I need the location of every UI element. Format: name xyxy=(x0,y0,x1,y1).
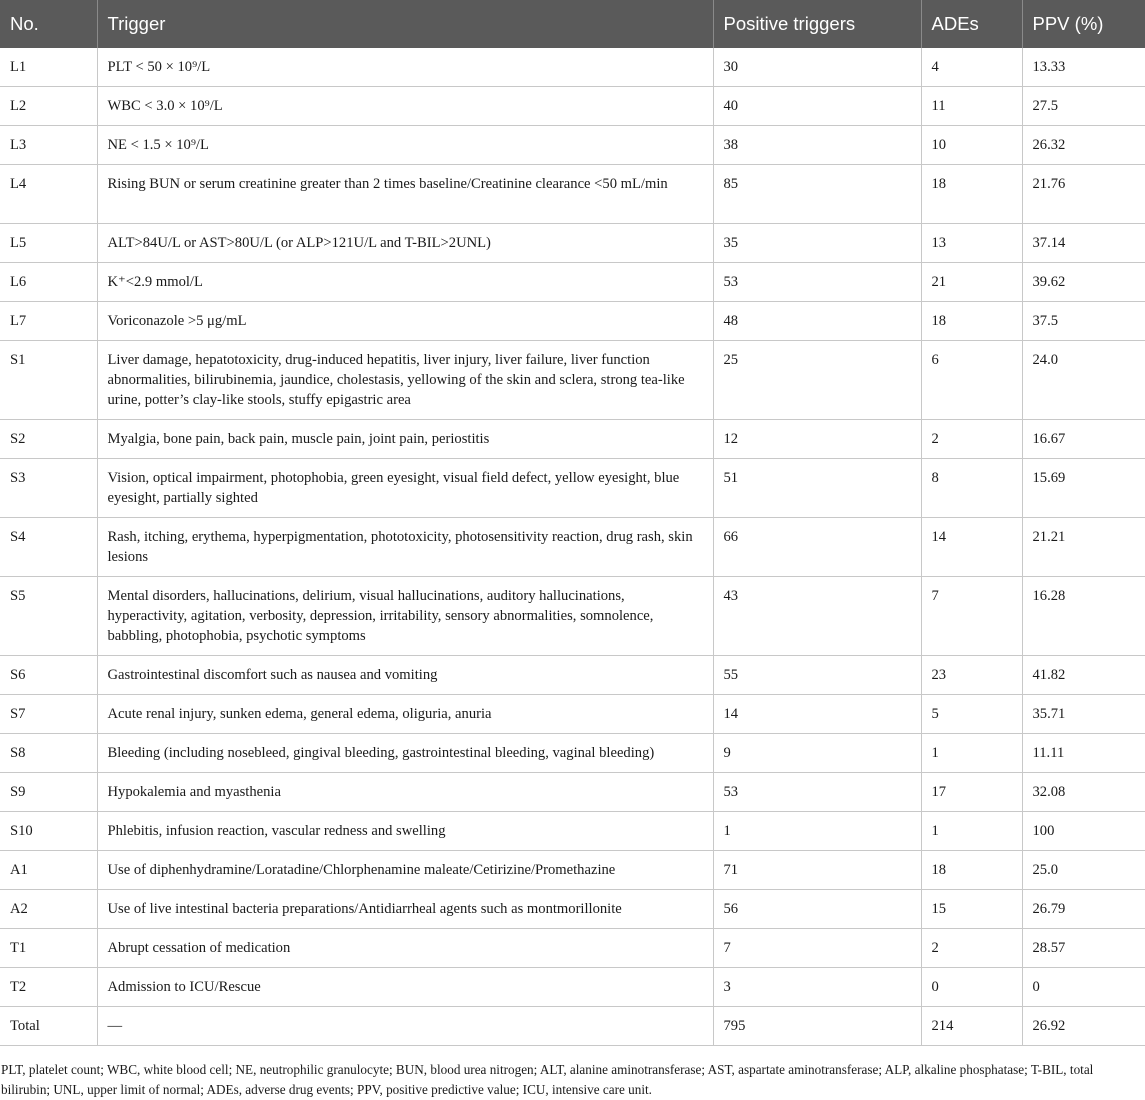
ades-count: 1 xyxy=(921,734,1022,773)
row-number: S8 xyxy=(0,734,97,773)
total-row xyxy=(0,1007,1145,1046)
positive-triggers-count: 53 xyxy=(713,773,921,812)
row-number: L1 xyxy=(0,48,97,87)
ades-count: 21 xyxy=(921,263,1022,302)
positive-triggers-count: 66 xyxy=(713,518,921,577)
trigger-description: Admission to ICU/Rescue xyxy=(97,968,713,1007)
ades-count: 5 xyxy=(921,695,1022,734)
trigger-description: WBC < 3.0 × 10⁹/L xyxy=(97,87,713,126)
table-row xyxy=(0,263,1145,302)
table-row xyxy=(0,224,1145,263)
ades-count: 6 xyxy=(921,341,1022,420)
header-trigger: Trigger xyxy=(97,0,713,48)
ppv-value: 15.69 xyxy=(1022,459,1145,518)
ades-count: 2 xyxy=(921,929,1022,968)
row-number: L2 xyxy=(0,87,97,126)
ades-count: 4 xyxy=(921,48,1022,87)
table-row xyxy=(0,420,1145,459)
trigger-description: Abrupt cessation of medication xyxy=(97,929,713,968)
row-number: A2 xyxy=(0,890,97,929)
ppv-value: 26.79 xyxy=(1022,890,1145,929)
table-row xyxy=(0,341,1145,420)
ppv-value: 24.0 xyxy=(1022,341,1145,420)
ppv-value: 37.5 xyxy=(1022,302,1145,341)
ppv-value: 16.28 xyxy=(1022,577,1145,656)
positive-triggers-count: 1 xyxy=(713,812,921,851)
ades-count: 1 xyxy=(921,812,1022,851)
table-row xyxy=(0,851,1145,890)
positive-triggers-count: 55 xyxy=(713,656,921,695)
row-number: S4 xyxy=(0,518,97,577)
header-row xyxy=(0,0,1145,48)
ades-count: 8 xyxy=(921,459,1022,518)
positive-triggers-count: 38 xyxy=(713,126,921,165)
trigger-description: ALT>84U/L or AST>80U/L (or ALP>121U/L and T-BIL>2UNL) xyxy=(97,224,713,263)
ppv-value: 26.92 xyxy=(1022,1007,1145,1046)
trigger-description: Vision, optical impairment, photophobia, green eyesight, visual field defect, yellow eyesight, blue eyesight, partially sighted xyxy=(97,459,713,518)
trigger-description: PLT < 50 × 10⁹/L xyxy=(97,48,713,87)
table-row xyxy=(0,929,1145,968)
row-number: S1 xyxy=(0,341,97,420)
ppv-value: 16.67 xyxy=(1022,420,1145,459)
ades-count: 14 xyxy=(921,518,1022,577)
ades-count: 2 xyxy=(921,420,1022,459)
table-row xyxy=(0,577,1145,656)
table-row xyxy=(0,773,1145,812)
trigger-description: Acute renal injury, sunken edema, general edema, oliguria, anuria xyxy=(97,695,713,734)
ppv-value: 26.32 xyxy=(1022,126,1145,165)
table-row xyxy=(0,968,1145,1007)
trigger-description: NE < 1.5 × 10⁹/L xyxy=(97,126,713,165)
positive-triggers-count: 51 xyxy=(713,459,921,518)
ades-count: 13 xyxy=(921,224,1022,263)
ades-count: 17 xyxy=(921,773,1022,812)
table-row xyxy=(0,656,1145,695)
positive-triggers-count: 14 xyxy=(713,695,921,734)
positive-triggers-count: 795 xyxy=(713,1007,921,1046)
ppv-value: 27.5 xyxy=(1022,87,1145,126)
ppv-value: 0 xyxy=(1022,968,1145,1007)
row-number: L4 xyxy=(0,165,97,224)
header-no: No. xyxy=(10,13,39,34)
trigger-description: Myalgia, bone pain, back pain, muscle pain, joint pain, periostitis xyxy=(97,420,713,459)
trigger-description: Voriconazole >5 μg/mL xyxy=(97,302,713,341)
trigger-description: — xyxy=(97,1007,713,1046)
positive-triggers-count: 30 xyxy=(713,48,921,87)
positive-triggers-count: 43 xyxy=(713,577,921,656)
positive-triggers-count: 3 xyxy=(713,968,921,1007)
ades-count: 18 xyxy=(921,851,1022,890)
positive-triggers-count: 25 xyxy=(713,341,921,420)
row-number: S9 xyxy=(0,773,97,812)
ppv-value: 25.0 xyxy=(1022,851,1145,890)
trigger-description: Phlebitis, infusion reaction, vascular redness and swelling xyxy=(97,812,713,851)
ppv-value: 11.11 xyxy=(1022,734,1145,773)
trigger-description: K⁺<2.9 mmol/L xyxy=(97,263,713,302)
row-number: S5 xyxy=(0,577,97,656)
positive-triggers-count: 12 xyxy=(713,420,921,459)
ppv-value: 37.14 xyxy=(1022,224,1145,263)
positive-triggers-count: 35 xyxy=(713,224,921,263)
row-number: S2 xyxy=(0,420,97,459)
row-number: S10 xyxy=(0,812,97,851)
table-row xyxy=(0,126,1145,165)
table-row xyxy=(0,87,1145,126)
table-row xyxy=(0,695,1145,734)
header-ppv: PPV (%) xyxy=(1022,0,1145,48)
table-row xyxy=(0,812,1145,851)
ppv-value: 41.82 xyxy=(1022,656,1145,695)
positive-triggers-count: 48 xyxy=(713,302,921,341)
trigger-description: Bleeding (including nosebleed, gingival bleeding, gastrointestinal bleeding, vaginal bleeding) xyxy=(97,734,713,773)
ades-count: 18 xyxy=(921,165,1022,224)
table-row xyxy=(0,165,1145,224)
row-number: Total xyxy=(0,1007,97,1046)
table-footnote: PLT, platelet count; WBC, white blood cell; NE, neutrophilic granulocyte; BUN, blood urea nitrogen; ALT, alanine aminotransferase; AST, aspartate aminotransferase; ALP, alkaline phosphatase; T-BIL, total bilirubin; UNL, upper limit of normal; ADEs, adverse drug events; PPV, positive predictive value; ICU, intensive care unit. xyxy=(1,1062,1094,1097)
row-number: S7 xyxy=(0,695,97,734)
table-row xyxy=(0,302,1145,341)
positive-triggers-count: 56 xyxy=(713,890,921,929)
trigger-description: Gastrointestinal discomfort such as nausea and vomiting xyxy=(97,656,713,695)
ppv-value: 32.08 xyxy=(1022,773,1145,812)
trigger-description: Rash, itching, erythema, hyperpigmentation, phototoxicity, photosensitivity reaction, drug rash, skin lesions xyxy=(97,518,713,577)
ppv-value: 21.21 xyxy=(1022,518,1145,577)
row-number: T1 xyxy=(0,929,97,968)
trigger-description: Liver damage, hepatotoxicity, drug-induced hepatitis, liver injury, liver failure, liver function abnormalities, bilirubinemia, jaundice, cholestasis, yellowing of the skin and sclera, strong tea-like urine, potter’s clay-like stools, stuffy epigastric area xyxy=(97,341,713,420)
row-number: L7 xyxy=(0,302,97,341)
ades-count: 11 xyxy=(921,87,1022,126)
ppv-value: 28.57 xyxy=(1022,929,1145,968)
positive-triggers-count: 40 xyxy=(713,87,921,126)
table-row xyxy=(0,890,1145,929)
row-number: S3 xyxy=(0,459,97,518)
ppv-value: 100 xyxy=(1022,812,1145,851)
positive-triggers-count: 9 xyxy=(713,734,921,773)
header-ades: ADEs xyxy=(921,0,1022,48)
ppv-value: 13.33 xyxy=(1022,48,1145,87)
positive-triggers-count: 7 xyxy=(713,929,921,968)
positive-triggers-count: 71 xyxy=(713,851,921,890)
ades-count: 0 xyxy=(921,968,1022,1007)
ppv-value: 39.62 xyxy=(1022,263,1145,302)
positive-triggers-count: 85 xyxy=(713,165,921,224)
table-header xyxy=(0,0,1145,48)
ppv-value: 21.76 xyxy=(1022,165,1145,224)
trigger-description: Mental disorders, hallucinations, delirium, visual hallucinations, auditory hallucinations, hyperactivity, agitation, verbosity, depression, irritability, sensory abnormalities, somnolence, babbling, photophobia, psychotic symptoms xyxy=(97,577,713,656)
positive-triggers-count: 53 xyxy=(713,263,921,302)
row-number: L6 xyxy=(0,263,97,302)
table-row xyxy=(0,48,1145,87)
table-row xyxy=(0,734,1145,773)
trigger-description: Rising BUN or serum creatinine greater than 2 times baseline/Creatinine clearance <50 mL/min xyxy=(97,165,713,224)
trigger-description: Use of live intestinal bacteria preparations/Antidiarrheal agents such as montmorillonite xyxy=(97,890,713,929)
ades-count: 214 xyxy=(921,1007,1022,1046)
ades-count: 23 xyxy=(921,656,1022,695)
table-row xyxy=(0,518,1145,577)
ades-count: 7 xyxy=(921,577,1022,656)
row-number: L5 xyxy=(0,224,97,263)
ades-count: 18 xyxy=(921,302,1022,341)
ppv-value: 35.71 xyxy=(1022,695,1145,734)
row-number: S6 xyxy=(0,656,97,695)
trigger-description: Hypokalemia and myasthenia xyxy=(97,773,713,812)
row-number: A1 xyxy=(0,851,97,890)
row-number: L3 xyxy=(0,126,97,165)
table-row xyxy=(0,459,1145,518)
ades-count: 15 xyxy=(921,890,1022,929)
row-number: T2 xyxy=(0,968,97,1007)
trigger-description: Use of diphenhydramine/Loratadine/Chlorphenamine maleate/Cetirizine/Promethazine xyxy=(97,851,713,890)
ades-count: 10 xyxy=(921,126,1022,165)
header-positive-triggers: Positive triggers xyxy=(713,0,921,48)
table-body xyxy=(0,48,1145,1046)
